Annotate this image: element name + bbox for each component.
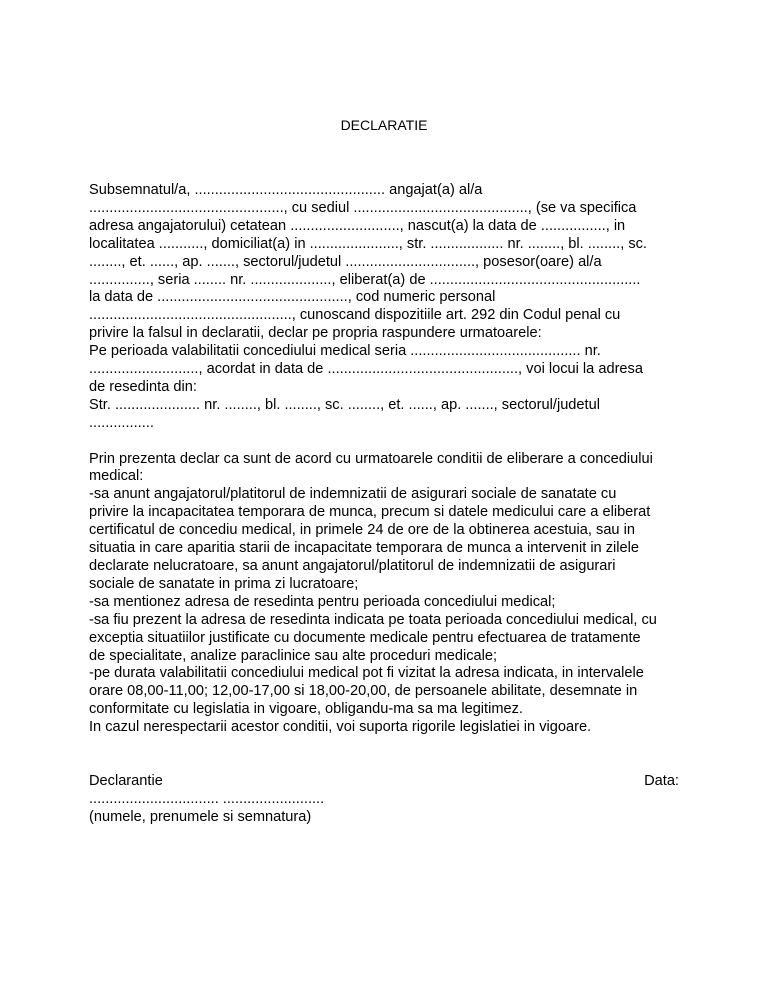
condition-line: -pe durata valabilitatii concediului medical pot fi vizitat la adresa indicata, in intervalele (89, 665, 644, 682)
condition-line: exceptia situatiilor justificate cu documente medicale pentru efectuarea de tratamente (89, 629, 641, 646)
date-label: Data: (644, 772, 679, 789)
declaration-line: la data de ..............................................., cod numeric personal (89, 289, 496, 306)
paragraph-spacer (89, 433, 679, 451)
signature-spacer (89, 737, 679, 773)
declaration-line: Str. ..................... nr. ........, bl. ........, sc. ........, et. ......, ap. ......., sectorul/judetul (89, 396, 600, 413)
declaration-line: ........, et. ......, ap. ......., sectorul/judetul ................................, posesor(oare) al/a (89, 253, 602, 270)
signature-caption: (numele, prenumele si semnatura) (89, 808, 312, 825)
document-body (89, 182, 679, 827)
condition-line: -sa anunt angajatorul/platitorul de indemnizatii de asigurari sociale de sanatate cu (89, 486, 617, 503)
conditions-paragraph (89, 451, 679, 738)
condition-line: -sa fiu prezent la adresa de resedinta indicata pe toata perioada concediului medical, cu (89, 611, 657, 628)
signature-header-row (89, 773, 679, 791)
signature-dots: ................................ ......................... (89, 790, 325, 807)
declaration-line: ..............., seria ........ nr. ...................., eliberat(a) de .................................................... (89, 271, 641, 288)
condition-line: -sa mentionez adresa de resedinta pentru perioada concediului medical; (89, 593, 556, 610)
condition-line: medical: (89, 468, 144, 485)
condition-line: situatia in care aparitia starii de incapacitate temporara de munca a intervenit in zilele (89, 540, 639, 557)
declaration-line: .................................................., cunoscand dispozitiile art. 292 din Codul penal cu (89, 307, 621, 324)
declaration-line: localitatea ..........., domiciliat(a) in ......................, str. .................. nr. ........, bl. ........, sc. (89, 235, 647, 252)
document-title: DECLARATIE (340, 117, 428, 133)
condition-line: Prin prezenta declar ca sunt de acord cu urmatoarele conditii de eliberare a concediului (89, 450, 653, 467)
declaration-line: ................ (89, 414, 154, 431)
declaration-line: de resedinta din: (89, 378, 197, 395)
declaration-paragraph (89, 182, 679, 433)
declaration-line: privire la falsul in declaratii, declar pe propria raspundere urmatoarele: (89, 325, 542, 342)
declaration-line: adresa angajatorului) cetatean ..........................., nascut(a) la data de ................, in (89, 217, 626, 234)
condition-line: orare 08,00-11,00; 12,00-17,00 si 18,00-20,00, de persoanele abilitate, desemnate in (89, 683, 638, 700)
declaration-line: Subsemnatul/a, ............................................... angajat(a) al/a (89, 182, 483, 198)
condition-line: conformitate cu legislatia in vigoare, obligandu-ma sa ma legitimez. (89, 701, 523, 718)
condition-line: de specialitate, analize paraclinice sau alte proceduri medicale; (89, 647, 498, 664)
condition-line: privire la incapacitatea temporara de munca, precum si datele medicului care a eliberat (89, 504, 651, 521)
condition-line: sociale de sanatate in prima zi lucratoare; (89, 575, 359, 592)
signature-block (89, 773, 679, 827)
declaration-line: ................................................, cu sediul ..........................................., (se va specifica (89, 199, 637, 216)
condition-line: In cazul nerespectarii acestor conditii, voi suporta rigorile legislatiei in vigoare. (89, 719, 592, 736)
declaration-line: Pe perioada valabilitatii concediului medical seria .......................................... nr. (89, 343, 601, 360)
declaration-line: ..........................., acordat in data de ..............................................., voi locui la adresa (89, 361, 643, 378)
condition-line: declarate nelucratoare, sa anunt angajatorul/platitorul de indemnizatii de asigurari (89, 558, 616, 575)
condition-line: certificatul de concediu medical, in primele 24 de ore de la obtinerea acestuia, sau in (89, 522, 635, 539)
declarant-label: Declarantie (89, 772, 163, 789)
